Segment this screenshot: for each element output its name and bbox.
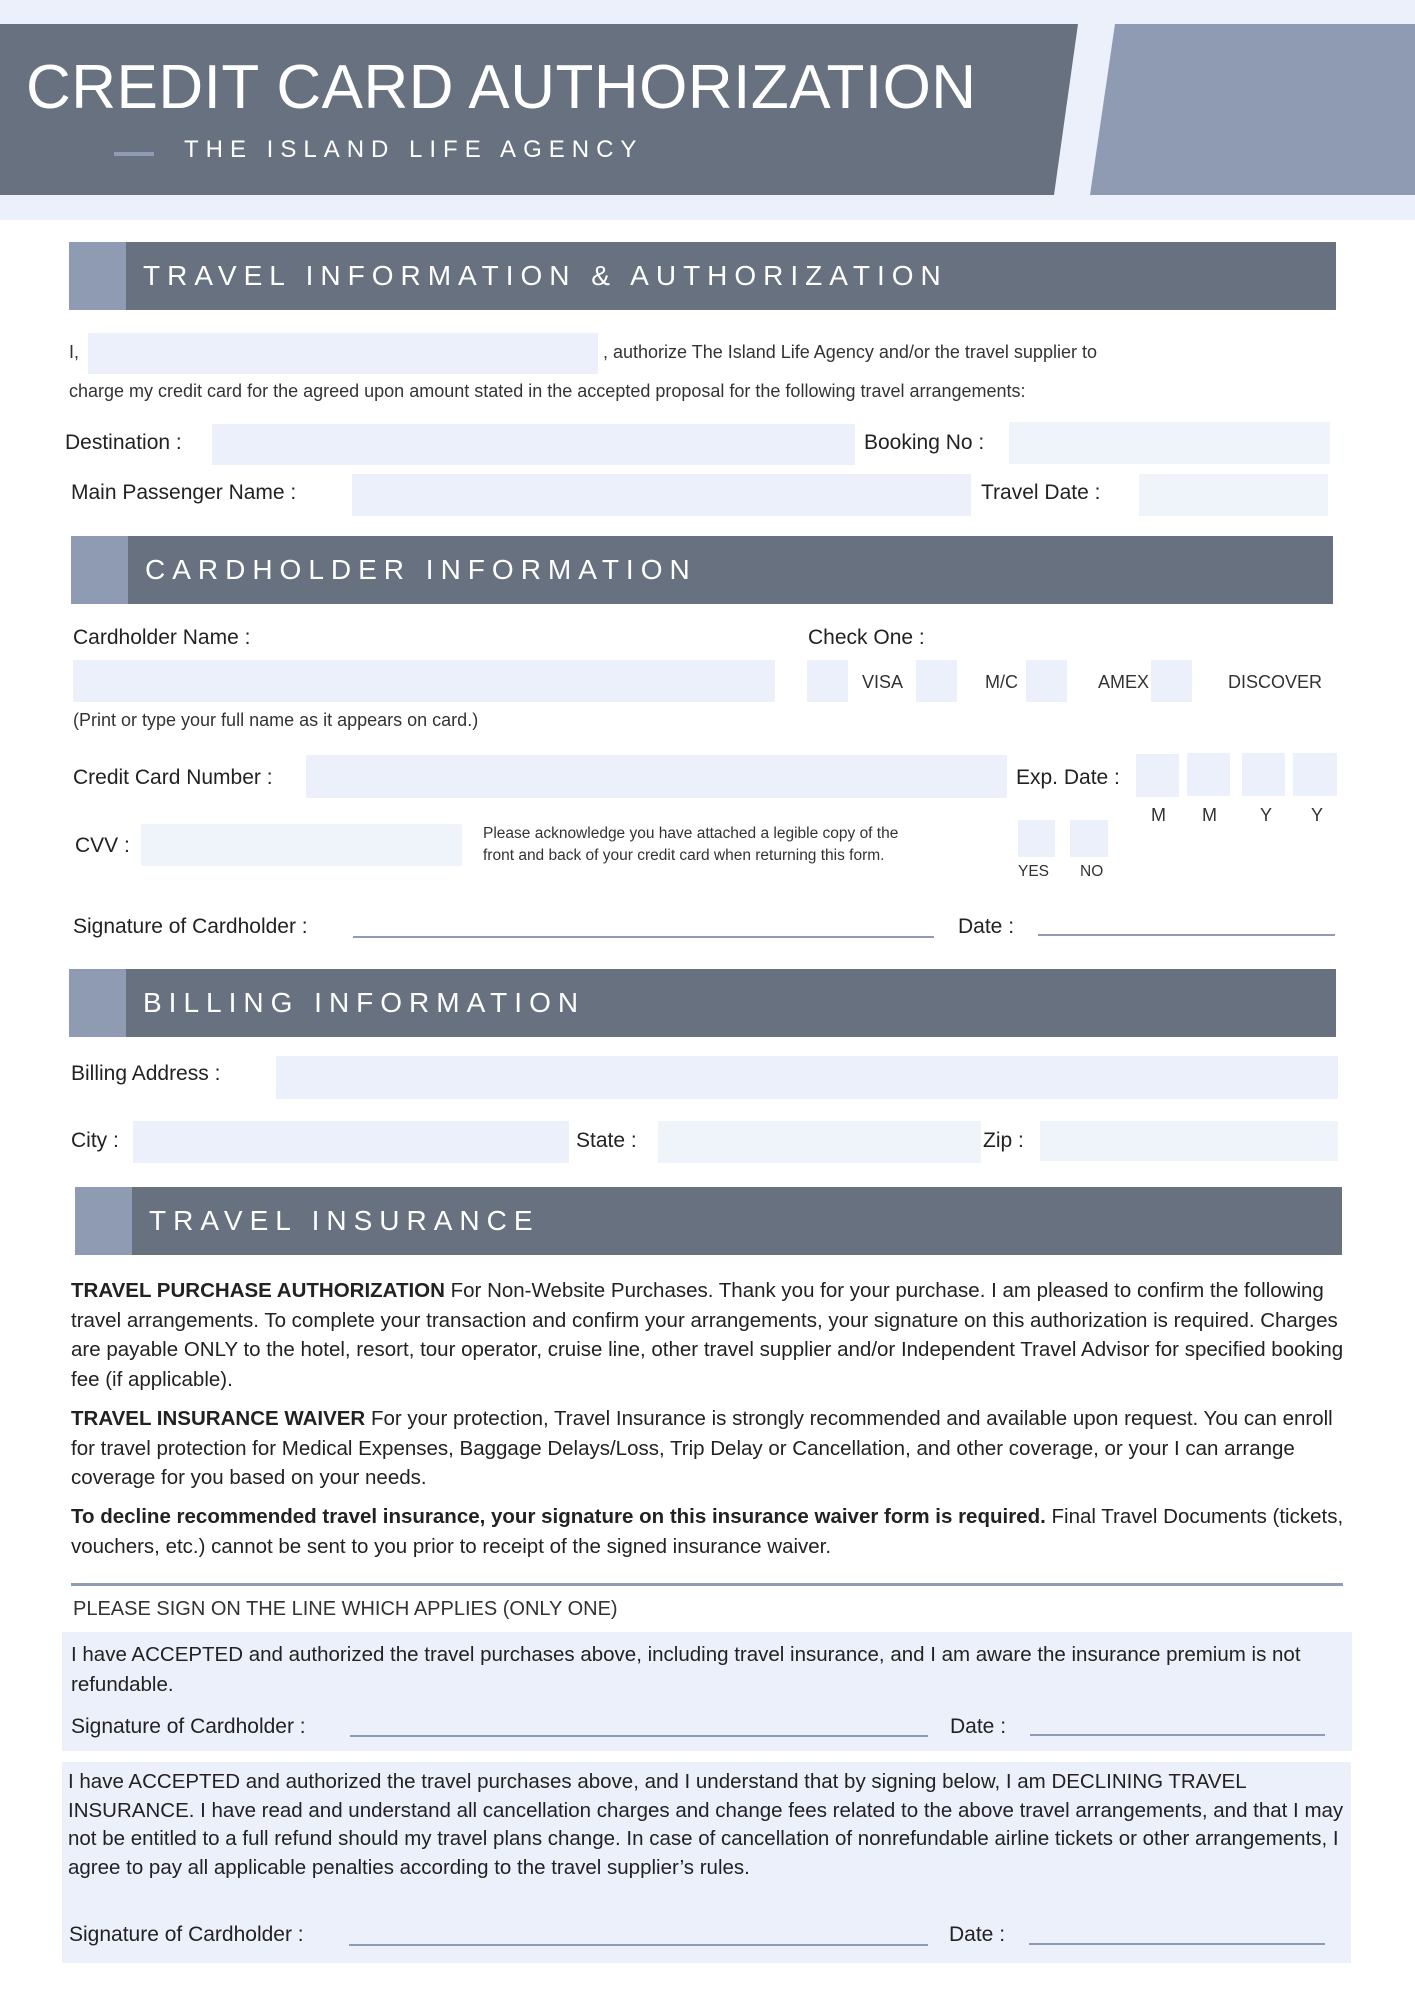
acknowledge-yes-checkbox[interactable] bbox=[1018, 820, 1055, 857]
booking-no-label: Booking No : bbox=[864, 431, 985, 454]
card-number-label: Credit Card Number : bbox=[73, 766, 273, 789]
cardholder-name-label: Cardholder Name : bbox=[73, 626, 251, 649]
purchase-authorization-paragraph bbox=[71, 1276, 1346, 1394]
intro-prefix: I, bbox=[69, 342, 80, 362]
section-title: CARDHOLDER INFORMATION bbox=[145, 554, 697, 585]
billing-address-input[interactable] bbox=[276, 1056, 1338, 1099]
insurance-waiver-paragraph bbox=[71, 1404, 1351, 1493]
paragraph-heading: TRAVEL PURCHASE AUTHORIZATION bbox=[71, 1279, 445, 1302]
intro-line-2: charge my credit card for the agreed upon amount stated in the accepted proposal for the following travel arrangements: bbox=[69, 381, 1026, 401]
sign-instruction: PLEASE SIGN ON THE LINE WHICH APPLIES (ONLY ONE) bbox=[73, 1598, 618, 1620]
city-label: City : bbox=[71, 1129, 119, 1152]
acknowledge-text-line-2: front and back of your credit card when returning this form. bbox=[483, 847, 885, 864]
cardholder-signature-line[interactable] bbox=[353, 936, 934, 938]
accept-insurance-text: I have ACCEPTED and authorized the travel purchases above, including travel insurance, and I am aware the insurance premium is not refundable. bbox=[71, 1643, 1301, 1696]
paragraph-body: For your protection, Travel Insurance is strongly recommended and available upon request. You can enroll for travel protection for Medical Expenses, Baggage Delays/Loss, Trip Delay or Cancellation, and other coverage, or your I can arrange coverage for you based on your needs. bbox=[71, 1407, 1333, 1489]
decline-date-line[interactable] bbox=[1029, 1943, 1325, 1945]
exp-month-digit-1-input[interactable] bbox=[1136, 754, 1179, 797]
card-number-input[interactable] bbox=[306, 755, 1007, 798]
agency-name: THE ISLAND LIFE AGENCY bbox=[184, 136, 644, 163]
section-accent bbox=[69, 242, 126, 310]
paragraph-heading: To decline recommended travel insurance, your signature on this insurance waiver form is required. bbox=[71, 1505, 1046, 1528]
page-title: CREDIT CARD AUTHORIZATION bbox=[26, 53, 977, 122]
mastercard-label: M/C bbox=[985, 672, 1018, 692]
section-accent bbox=[71, 536, 128, 604]
section-title: TRAVEL INSURANCE bbox=[149, 1205, 540, 1236]
check-one-label: Check One : bbox=[808, 626, 925, 649]
cvv-label: CVV : bbox=[75, 834, 130, 857]
date-label: Date : bbox=[950, 1715, 1007, 1738]
decline-signature-line[interactable] bbox=[349, 1944, 928, 1946]
signature-label: Signature of Cardholder : bbox=[71, 1715, 306, 1738]
accept-signature-line[interactable] bbox=[350, 1735, 928, 1737]
state-input[interactable] bbox=[658, 1121, 981, 1163]
exp-year-digit-1-input[interactable] bbox=[1242, 753, 1285, 796]
intro-suffix: , authorize The Island Life Agency and/or the travel supplier to bbox=[603, 342, 1097, 362]
header-accent-block bbox=[1090, 24, 1415, 195]
exp-month-digit-2-input[interactable] bbox=[1187, 753, 1230, 796]
cvv-input[interactable] bbox=[141, 824, 462, 866]
decline-insurance-option bbox=[62, 1762, 1351, 1963]
cardholder-date-line[interactable] bbox=[1038, 934, 1335, 936]
destination-input[interactable] bbox=[212, 424, 855, 465]
date-label: Date : bbox=[958, 915, 1015, 938]
signature-label: Signature of Cardholder : bbox=[69, 1923, 304, 1946]
state-label: State : bbox=[576, 1129, 637, 1152]
cardholder-name-hint: (Print or type your full name as it appears on card.) bbox=[73, 710, 479, 730]
no-label: NO bbox=[1080, 863, 1104, 880]
acknowledge-text-line-1: Please acknowledge you have attached a legible copy of the bbox=[483, 825, 899, 842]
exp-digit-hint: M bbox=[1202, 805, 1217, 825]
section-title: BILLING INFORMATION bbox=[143, 987, 586, 1018]
section-header-travel-info bbox=[69, 242, 1336, 310]
signature-label: Signature of Cardholder : bbox=[73, 915, 308, 938]
visa-label: VISA bbox=[862, 672, 904, 692]
amex-label: AMEX bbox=[1098, 672, 1150, 692]
exp-digit-hint: Y bbox=[1311, 805, 1324, 825]
discover-checkbox[interactable] bbox=[1151, 660, 1192, 702]
paragraph-body: Final Travel Documents (tickets, vouchers, etc.) cannot be sent to you prior to receipt of the signed insurance waiver. bbox=[71, 1505, 1344, 1558]
passenger-name-label: Main Passenger Name : bbox=[71, 481, 297, 504]
divider bbox=[71, 1583, 1343, 1586]
booking-no-input[interactable] bbox=[1009, 422, 1330, 464]
exp-date-label: Exp. Date : bbox=[1016, 766, 1120, 789]
exp-digit-hint: Y bbox=[1260, 805, 1273, 825]
section-header-insurance bbox=[75, 1187, 1342, 1255]
travel-date-label: Travel Date : bbox=[981, 481, 1101, 504]
billing-address-label: Billing Address : bbox=[71, 1062, 221, 1085]
accept-date-line[interactable] bbox=[1030, 1734, 1325, 1736]
passenger-name-input[interactable] bbox=[352, 474, 971, 516]
paragraph-heading: TRAVEL INSURANCE WAIVER bbox=[71, 1407, 366, 1430]
date-label: Date : bbox=[949, 1923, 1006, 1946]
amex-checkbox[interactable] bbox=[1026, 660, 1067, 702]
subtitle-dash bbox=[114, 152, 154, 156]
visa-checkbox[interactable] bbox=[807, 660, 848, 702]
section-header-billing bbox=[69, 969, 1336, 1037]
section-title: TRAVEL INFORMATION & AUTHORIZATION bbox=[143, 260, 948, 291]
accept-insurance-option bbox=[62, 1632, 1352, 1751]
travel-date-input[interactable] bbox=[1139, 474, 1328, 516]
section-accent bbox=[69, 969, 126, 1037]
acknowledge-no-checkbox[interactable] bbox=[1070, 820, 1108, 857]
section-accent bbox=[75, 1187, 132, 1255]
exp-year-digit-2-input[interactable] bbox=[1293, 753, 1337, 796]
cardholder-name-input[interactable] bbox=[73, 660, 775, 702]
zip-input[interactable] bbox=[1040, 1121, 1338, 1161]
yes-label: YES bbox=[1018, 863, 1050, 880]
destination-label: Destination : bbox=[65, 431, 182, 454]
discover-label: DISCOVER bbox=[1228, 672, 1323, 692]
mastercard-checkbox[interactable] bbox=[916, 660, 957, 702]
exp-digit-hint: M bbox=[1151, 805, 1166, 825]
section-header-cardholder bbox=[71, 536, 1333, 604]
zip-label: Zip : bbox=[983, 1129, 1024, 1152]
city-input[interactable] bbox=[133, 1121, 569, 1163]
authorizer-name-input[interactable] bbox=[88, 333, 598, 374]
paragraph-body: For Non-Website Purchases. Thank you for your purchase. I am pleased to confirm the following travel arrangements. To complete your transaction and confirm your arrangements, your signature on this authorization is required. Charges are payable ONLY to the hotel, resort, tour operator, cruise line, other travel supplier and/or Independent Travel Advisor for specified booking fee (if applicable). bbox=[71, 1279, 1344, 1391]
decline-insurance-text: I have ACCEPTED and authorized the travel purchases above, and I understand that by signing below, I am DECLINING TRAVEL INSURANCE. I have read and understand all cancellation charges and change fees related to the above travel arrangements, and that I may not be entitled to a full refund should my travel plans change. In case of cancellation of nonrefundable airline tickets or other arrangements, I agree to pay all applicable penalties according to the travel supplier’s rules. bbox=[68, 1770, 1344, 1879]
decline-notice-paragraph bbox=[71, 1502, 1346, 1561]
